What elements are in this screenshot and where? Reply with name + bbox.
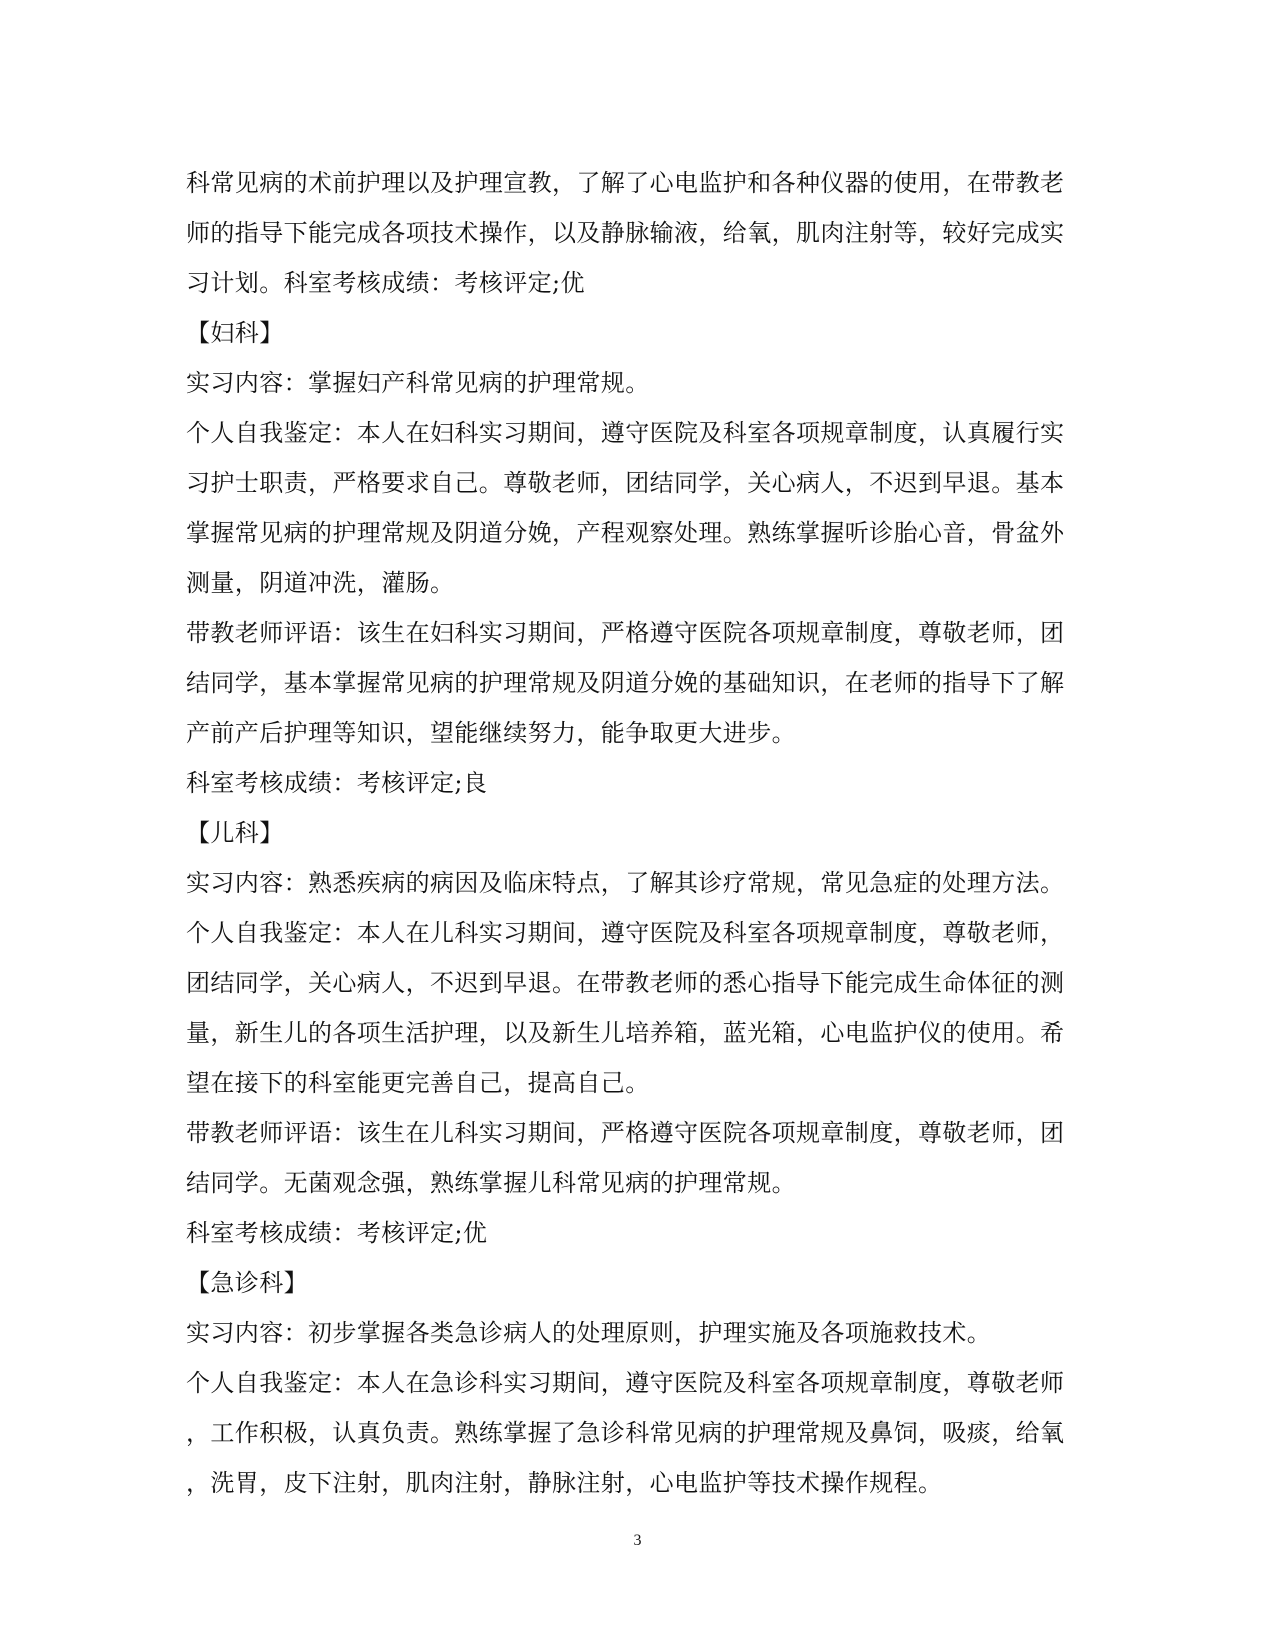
text-line: 实习内容：掌握妇产科常见病的护理常规。: [186, 369, 650, 397]
text-line: 结同学。无菌观念强，熟练掌握儿科常见病的护理常规。: [186, 1169, 796, 1197]
section-heading-gynecology: 【妇科】: [186, 319, 284, 347]
text-line: 个人自我鉴定：本人在妇科实习期间，遵守医院及科室各项规章制度，认真履行实: [186, 419, 1065, 447]
text-line: 实习内容：初步掌握各类急诊病人的处理原则，护理实施及各项施救技术。: [186, 1319, 992, 1347]
text-line: ，洗胃，皮下注射，肌肉注射，静脉注射，心电监护等技术操作规程。: [186, 1469, 943, 1497]
text-line: 个人自我鉴定：本人在儿科实习期间，遵守医院及科室各项规章制度，尊敬老师，: [186, 919, 1065, 947]
text-line: 个人自我鉴定：本人在急诊科实习期间，遵守医院及科室各项规章制度，尊敬老师: [186, 1369, 1065, 1397]
text-line: 团结同学，关心病人，不迟到早退。在带教老师的悉心指导下能完成生命体征的测: [186, 969, 1065, 997]
text-line: 带教老师评语：该生在妇科实习期间，严格遵守医院各项规章制度，尊敬老师，团: [186, 619, 1065, 647]
text-line: 产前产后护理等知识，望能继续努力，能争取更大进步。: [186, 719, 796, 747]
text-line: 测量，阴道冲洗，灌肠。: [186, 569, 455, 597]
text-line: 科常见病的术前护理以及护理宣教，了解了心电监护和各种仪器的使用，在带教老: [186, 169, 1065, 197]
text-line: 科室考核成绩：考核评定;良: [186, 769, 488, 797]
text-line: ，工作积极，认真负责。熟练掌握了急诊科常见病的护理常规及鼻饲，吸痰，给氧: [186, 1419, 1065, 1447]
page-number: 3: [633, 1532, 642, 1549]
text-line: 望在接下的科室能更完善自己，提高自己。: [186, 1069, 650, 1097]
section-heading-emergency: 【急诊科】: [186, 1269, 308, 1297]
text-line: 量，新生儿的各项生活护理，以及新生儿培养箱，蓝光箱，心电监护仪的使用。希: [186, 1019, 1065, 1047]
text-line: 掌握常见病的护理常规及阴道分娩，产程观察处理。熟练掌握听诊胎心音，骨盆外: [186, 519, 1065, 547]
text-line: 结同学，基本掌握常见病的护理常规及阴道分娩的基础知识，在老师的指导下了解: [186, 669, 1065, 697]
text-line: 实习内容：熟悉疾病的病因及临床特点，了解其诊疗常规，常见急症的处理方法。: [186, 869, 1065, 897]
text-line: 习计划。科室考核成绩：考核评定;优: [186, 269, 585, 297]
text-line: 习护士职责，严格要求自己。尊敬老师，团结同学，关心病人，不迟到早退。基本: [186, 469, 1065, 497]
text-line: 带教老师评语：该生在儿科实习期间，严格遵守医院各项规章制度，尊敬老师，团: [186, 1119, 1065, 1147]
section-heading-pediatrics: 【儿科】: [186, 819, 284, 847]
text-line: 科室考核成绩：考核评定;优: [186, 1219, 488, 1247]
document-body: [186, 158, 1086, 1508]
text-line: 师的指导下能完成各项技术操作，以及静脉输液，给氧，肌肉注射等，较好完成实: [186, 219, 1065, 247]
